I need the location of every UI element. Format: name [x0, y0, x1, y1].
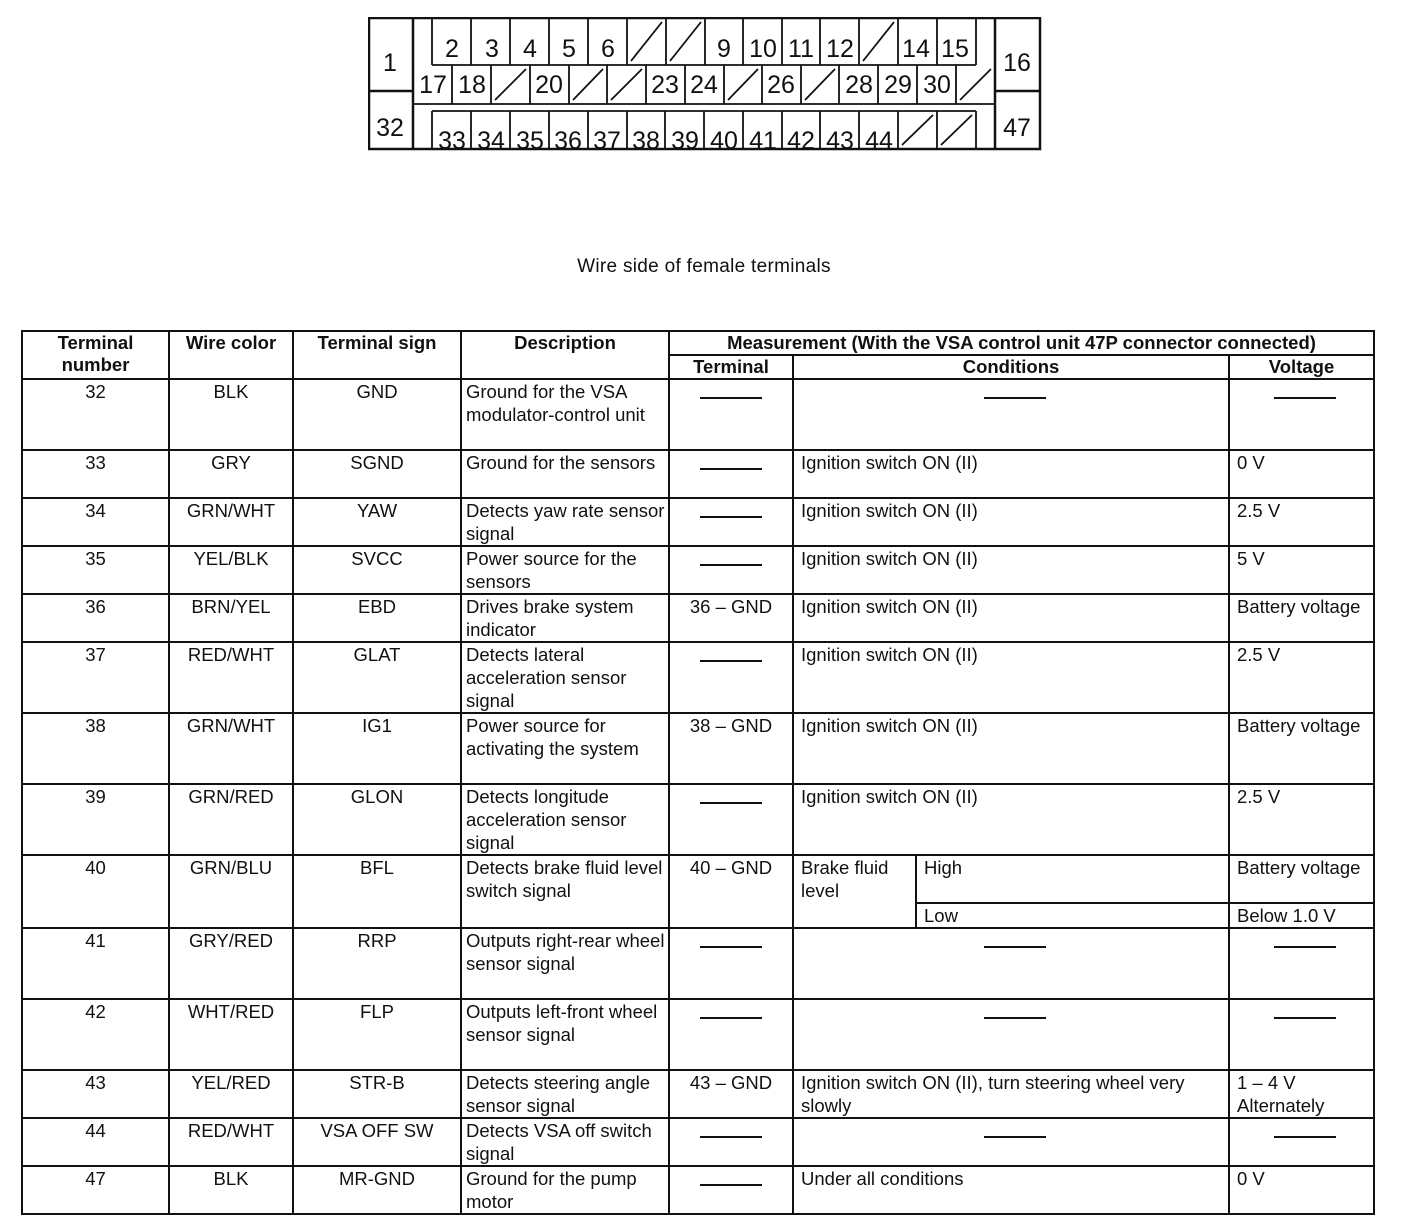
cell-description: Detects lateral acceleration sensor signal [461, 642, 669, 713]
cell-terminal-number: 42 [22, 999, 169, 1070]
pin-label-34: 34 [477, 127, 505, 152]
dash-mark [1274, 1017, 1336, 1019]
cell-measure-terminal [669, 642, 793, 713]
pin-label-6: 6 [601, 35, 615, 63]
cell-measure-terminal [669, 928, 793, 999]
cell-wire-color: BRN/YEL [169, 594, 293, 642]
cell-description: Outputs right-rear wheel sensor signal [461, 928, 669, 999]
cell-wire-color: GRN/WHT [169, 713, 293, 784]
pin-label-16: 16 [1003, 49, 1031, 77]
cell-wire-color: YEL/BLK [169, 546, 293, 594]
table-row [22, 855, 1374, 903]
pin-label-5: 5 [562, 35, 576, 63]
cell-condition [793, 999, 1229, 1070]
dash-mark [700, 516, 762, 518]
cell-condition: Ignition switch ON (II), turn steering wheel very slowly [793, 1070, 1229, 1118]
cell-wire-color: GRN/BLU [169, 855, 293, 928]
cell-measure-terminal: 40 – GND [669, 855, 793, 928]
pin-label-11: 11 [788, 35, 814, 63]
cell-terminal-number: 32 [22, 379, 169, 450]
table-row [22, 999, 1374, 1070]
cell-description: Ground for the VSA modulator-control unit [461, 379, 669, 450]
cell-condition: Ignition switch ON (II) [793, 450, 1229, 498]
header-description: Description [461, 331, 669, 379]
dash-mark [984, 397, 1046, 399]
cell-wire-color: GRY/RED [169, 928, 293, 999]
table-row [22, 450, 1374, 498]
cell-condition: Ignition switch ON (II) [793, 546, 1229, 594]
cell-measure-terminal [669, 784, 793, 855]
cell-wire-color: RED/WHT [169, 1118, 293, 1166]
cell-voltage [1229, 379, 1374, 450]
cell-condition [793, 1118, 1229, 1166]
header-terminal-number: Terminal number [22, 331, 169, 379]
cell-voltage: 2.5 V [1229, 498, 1374, 546]
header-terminal: Terminal [669, 355, 793, 379]
pin-label-35: 35 [516, 127, 544, 152]
cell-description: Detects yaw rate sensor signal [461, 498, 669, 546]
cell-wire-color: YEL/RED [169, 1070, 293, 1118]
pin-label-39: 39 [671, 127, 699, 152]
table-row [22, 498, 1374, 546]
pin-label-24: 24 [690, 71, 718, 99]
cell-terminal-sign: SGND [293, 450, 461, 498]
dash-mark [700, 397, 762, 399]
cell-description: Detects longitude acceleration sensor signal [461, 784, 669, 855]
cell-voltage: 2.5 V [1229, 784, 1374, 855]
cell-terminal-sign: SVCC [293, 546, 461, 594]
cell-measure-terminal [669, 546, 793, 594]
cell-wire-color: BLK [169, 1166, 293, 1214]
cell-description: Power source for activating the system [461, 713, 669, 784]
pin-label-33: 33 [438, 127, 466, 152]
cell-condition: Ignition switch ON (II) [793, 498, 1229, 546]
cell-voltage-low: Below 1.0 V [1229, 903, 1374, 928]
cell-terminal-sign: STR-B [293, 1070, 461, 1118]
cell-condition: Ignition switch ON (II) [793, 713, 1229, 784]
dash-mark [1274, 1136, 1336, 1138]
pin-label-3: 3 [485, 35, 499, 63]
cell-voltage: Battery voltage [1229, 713, 1374, 784]
cell-terminal-number: 34 [22, 498, 169, 546]
cell-terminal-number: 40 [22, 855, 169, 928]
dash-mark [984, 1017, 1046, 1019]
pin-label-42: 42 [787, 127, 815, 152]
cell-voltage: 1 – 4 V Alternately [1229, 1070, 1374, 1118]
cell-condition [793, 928, 1229, 999]
pin-label-2: 2 [445, 35, 459, 63]
header-wire-color: Wire color [169, 331, 293, 379]
dash-mark [1274, 397, 1336, 399]
cell-sub-condition-low: Low [916, 903, 1229, 928]
table-row [22, 379, 1374, 450]
table-row [22, 1166, 1374, 1214]
pin-label-29: 29 [884, 71, 912, 99]
dash-mark [700, 660, 762, 662]
cell-sub-condition-high: High [916, 855, 1229, 903]
cell-measure-terminal: 38 – GND [669, 713, 793, 784]
cell-voltage [1229, 999, 1374, 1070]
pin-label-36: 36 [554, 127, 582, 152]
cell-measure-terminal [669, 1118, 793, 1166]
dash-mark [984, 1136, 1046, 1138]
cell-wire-color: GRN/RED [169, 784, 293, 855]
cell-terminal-sign: GND [293, 379, 461, 450]
dash-mark [700, 802, 762, 804]
pin-label-14: 14 [902, 35, 930, 63]
dash-mark [700, 1017, 762, 1019]
cell-terminal-sign: MR-GND [293, 1166, 461, 1214]
cell-terminal-sign: YAW [293, 498, 461, 546]
pin-label-40: 40 [710, 127, 738, 152]
cell-description: Power source for the sensors [461, 546, 669, 594]
cell-wire-color: GRN/WHT [169, 498, 293, 546]
cell-terminal-number: 37 [22, 642, 169, 713]
cell-terminal-number: 47 [22, 1166, 169, 1214]
cell-condition: Ignition switch ON (II) [793, 642, 1229, 713]
cell-terminal-sign: RRP [293, 928, 461, 999]
table-row [22, 1118, 1374, 1166]
pin-label-10: 10 [749, 35, 777, 63]
cell-voltage [1229, 1118, 1374, 1166]
pin-label-43: 43 [826, 127, 854, 152]
cell-description: Detects steering angle sensor signal [461, 1070, 669, 1118]
cell-condition: Ignition switch ON (II) [793, 594, 1229, 642]
cell-description: Detects brake fluid level switch signal [461, 855, 669, 928]
cell-measure-terminal [669, 999, 793, 1070]
pin-label-17: 17 [419, 71, 447, 99]
dash-mark [700, 946, 762, 948]
pin-label-44: 44 [865, 127, 893, 152]
header-measurement: Measurement (With the VSA control unit 47P connector connected) [669, 331, 1374, 355]
cell-condition: Brake fluid level [793, 855, 916, 928]
cell-voltage: Battery voltage [1229, 594, 1374, 642]
dash-mark [700, 564, 762, 566]
cell-terminal-number: 41 [22, 928, 169, 999]
pin-label-4: 4 [523, 35, 537, 63]
dash-mark [700, 468, 762, 470]
cell-condition [793, 379, 1229, 450]
cell-terminal-number: 44 [22, 1118, 169, 1166]
cell-condition: Ignition switch ON (II) [793, 784, 1229, 855]
header-voltage: Voltage [1229, 355, 1374, 379]
pin-label-15: 15 [941, 35, 969, 63]
cell-description: Ground for the pump motor [461, 1166, 669, 1214]
pin-label-18: 18 [458, 71, 486, 99]
connector-diagram [368, 17, 1043, 152]
header-conditions: Conditions [793, 355, 1229, 379]
cell-measure-terminal [669, 498, 793, 546]
cell-measure-terminal: 43 – GND [669, 1070, 793, 1118]
cell-wire-color: WHT/RED [169, 999, 293, 1070]
cell-description: Detects VSA off switch signal [461, 1118, 669, 1166]
pin-label-23: 23 [651, 71, 679, 99]
dash-mark [1274, 946, 1336, 948]
dash-mark [700, 1136, 762, 1138]
terminal-table [21, 330, 1375, 1215]
cell-description: Drives brake system indicator [461, 594, 669, 642]
cell-voltage: 2.5 V [1229, 642, 1374, 713]
pin-label-32: 32 [376, 114, 404, 142]
cell-voltage-high: Battery voltage [1229, 855, 1374, 903]
pin-label-1: 1 [383, 49, 397, 77]
cell-terminal-sign: VSA OFF SW [293, 1118, 461, 1166]
cell-measure-terminal [669, 450, 793, 498]
cell-terminal-number: 43 [22, 1070, 169, 1118]
cell-terminal-sign: EBD [293, 594, 461, 642]
cell-wire-color: GRY [169, 450, 293, 498]
cell-voltage: 0 V [1229, 450, 1374, 498]
cell-wire-color: BLK [169, 379, 293, 450]
cell-terminal-number: 33 [22, 450, 169, 498]
cell-terminal-sign: BFL [293, 855, 461, 928]
pin-label-20: 20 [535, 71, 563, 99]
pin-label-28: 28 [845, 71, 873, 99]
cell-voltage: 5 V [1229, 546, 1374, 594]
cell-description: Ground for the sensors [461, 450, 669, 498]
pin-label-12: 12 [826, 35, 854, 63]
cell-voltage [1229, 928, 1374, 999]
table-row [22, 594, 1374, 642]
cell-terminal-sign: IG1 [293, 713, 461, 784]
cell-terminal-number: 36 [22, 594, 169, 642]
cell-measure-terminal [669, 1166, 793, 1214]
table-row [22, 928, 1374, 999]
pin-label-30: 30 [923, 71, 951, 99]
cell-measure-terminal: 36 – GND [669, 594, 793, 642]
table-row [22, 642, 1374, 713]
cell-terminal-sign: FLP [293, 999, 461, 1070]
pin-label-41: 41 [749, 127, 777, 152]
cell-terminal-sign: GLON [293, 784, 461, 855]
cell-terminal-number: 38 [22, 713, 169, 784]
table-row [22, 546, 1374, 594]
cell-voltage: 0 V [1229, 1166, 1374, 1214]
cell-measure-terminal [669, 379, 793, 450]
cell-terminal-sign: GLAT [293, 642, 461, 713]
dash-mark [984, 946, 1046, 948]
pin-label-38: 38 [632, 127, 660, 152]
pin-label-26: 26 [767, 71, 795, 99]
table-row [22, 713, 1374, 784]
table-row [22, 784, 1374, 855]
pin-label-9: 9 [717, 35, 731, 63]
connector-caption: Wire side of female terminals [577, 256, 831, 277]
table-row [22, 1070, 1374, 1118]
header-terminal-sign: Terminal sign [293, 331, 461, 379]
dash-mark [700, 1184, 762, 1186]
cell-wire-color: RED/WHT [169, 642, 293, 713]
cell-terminal-number: 39 [22, 784, 169, 855]
cell-condition: Under all conditions [793, 1166, 1229, 1214]
pin-label-37: 37 [593, 127, 621, 152]
cell-terminal-number: 35 [22, 546, 169, 594]
pin-label-47: 47 [1003, 114, 1031, 142]
cell-description: Outputs left-front wheel sensor signal [461, 999, 669, 1070]
